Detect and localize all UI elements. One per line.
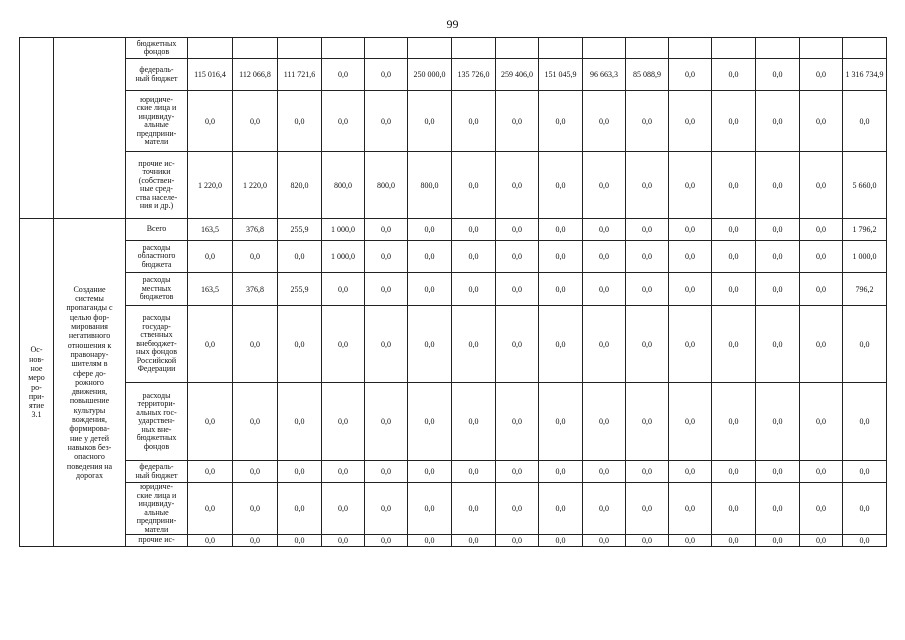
value-cell: 0,0 <box>188 461 233 483</box>
table-row <box>20 535 887 547</box>
value-cell <box>626 38 669 59</box>
funding-source-line: прочие ис- <box>138 535 175 545</box>
value-cell: 0,0 <box>583 273 626 306</box>
funding-source-line: ные сред- <box>140 184 173 193</box>
value-cell <box>669 38 712 59</box>
measure-label-line: ро- <box>31 382 42 392</box>
value-cell: 0,0 <box>278 461 322 483</box>
funding-source-line: бюджетных <box>136 38 177 48</box>
value-cell: 0,0 <box>322 306 365 383</box>
value-cell: 0,0 <box>408 273 452 306</box>
funding-source-line: Федерации <box>137 364 176 374</box>
value-cell: 0,0 <box>712 91 756 152</box>
funding-source-line: матели <box>144 524 169 534</box>
table-row <box>20 38 887 59</box>
value-cell: 800,0 <box>408 152 452 219</box>
value-cell: 0,0 <box>626 383 669 461</box>
measure-label-cell <box>20 38 54 219</box>
funding-source-cell <box>126 535 188 547</box>
value-cell: 0,0 <box>626 152 669 219</box>
value-cell: 0,0 <box>800 59 843 91</box>
value-cell: 0,0 <box>408 306 452 383</box>
value-cell: 85 088,9 <box>626 59 669 91</box>
value-cell: 0,0 <box>539 152 583 219</box>
value-cell: 0,0 <box>539 306 583 383</box>
value-cell: 0,0 <box>365 535 408 547</box>
value-cell: 0,0 <box>843 383 887 461</box>
value-cell: 0,0 <box>322 273 365 306</box>
value-cell: 0,0 <box>188 241 233 273</box>
value-cell: 0,0 <box>583 91 626 152</box>
value-cell: 0,0 <box>365 59 408 91</box>
funding-source-line: точники <box>142 167 171 176</box>
value-cell: 0,0 <box>712 59 756 91</box>
value-cell: 0,0 <box>669 483 712 535</box>
value-cell: 0,0 <box>322 483 365 535</box>
measure-description-line: отношения к <box>67 340 112 350</box>
value-cell: 0,0 <box>233 535 278 547</box>
measure-description-line: мирования <box>71 322 108 332</box>
value-cell: 0,0 <box>408 383 452 461</box>
funding-source-line: альных гос- <box>136 407 177 417</box>
funding-source-line: расходы <box>142 242 171 252</box>
value-cell: 0,0 <box>843 306 887 383</box>
value-cell: 1 220,0 <box>233 152 278 219</box>
value-cell: 111 721,6 <box>278 59 322 91</box>
value-cell: 0,0 <box>712 241 756 273</box>
measure-description-line: сфере до- <box>73 368 106 378</box>
value-cell: 135 726,0 <box>452 59 496 91</box>
funding-source-cell <box>126 219 188 241</box>
value-cell: 800,0 <box>322 152 365 219</box>
value-cell: 0,0 <box>365 91 408 152</box>
value-cell: 0,0 <box>843 461 887 483</box>
funding-source-line: ские лица и <box>136 490 177 500</box>
measure-description-line: негативного <box>68 331 111 341</box>
measure-description-line: навыков без- <box>67 442 112 452</box>
value-cell: 1 000,0 <box>843 241 887 273</box>
value-cell: 376,8 <box>233 273 278 306</box>
value-cell: 0,0 <box>322 535 365 547</box>
funding-source-cell <box>126 306 188 383</box>
value-cell: 0,0 <box>233 306 278 383</box>
value-cell: 0,0 <box>712 535 756 547</box>
funding-source-line: ных вне- <box>141 424 172 434</box>
value-cell: 0,0 <box>583 306 626 383</box>
measure-description-line: правонару- <box>70 349 109 359</box>
value-cell: 0,0 <box>278 91 322 152</box>
value-cell: 0,0 <box>365 273 408 306</box>
measure-description-line: рожного <box>75 377 104 387</box>
value-cell: 0,0 <box>496 306 539 383</box>
funding-source-line: индивиду- <box>138 111 175 121</box>
measure-description-line: повышение <box>69 396 110 406</box>
measure-description-line: культуры <box>73 405 106 415</box>
value-cell: 0,0 <box>583 152 626 219</box>
value-cell: 0,0 <box>452 91 496 152</box>
measure-description-line: движения, <box>71 387 108 397</box>
funding-source-cell <box>126 483 188 535</box>
funding-source-line: предприни- <box>136 128 177 138</box>
funding-source-cell <box>126 91 188 152</box>
value-cell: 0,0 <box>408 241 452 273</box>
value-cell: 0,0 <box>452 383 496 461</box>
value-cell: 0,0 <box>496 461 539 483</box>
value-cell: 0,0 <box>408 461 452 483</box>
value-cell: 0,0 <box>669 383 712 461</box>
funding-source-line: ный бюджет <box>135 73 178 83</box>
value-cell: 0,0 <box>626 483 669 535</box>
value-cell: 0,0 <box>712 152 756 219</box>
value-cell: 0,0 <box>669 535 712 547</box>
value-cell: 0,0 <box>496 91 539 152</box>
value-cell: 0,0 <box>278 241 322 273</box>
table-row <box>20 306 887 383</box>
funding-source-line: юридиче- <box>140 482 173 491</box>
measure-label-line: ное <box>30 363 43 373</box>
funding-source-cell <box>126 152 188 219</box>
funding-source-line: бюджета <box>141 259 172 269</box>
funding-source-line: местных <box>141 283 172 293</box>
value-cell: 1 796,2 <box>843 219 887 241</box>
value-cell: 0,0 <box>669 219 712 241</box>
measure-label-line: при- <box>28 391 45 401</box>
value-cell: 0,0 <box>756 241 800 273</box>
value-cell: 0,0 <box>365 383 408 461</box>
funding-source-cell <box>126 38 188 59</box>
value-cell: 0,0 <box>539 383 583 461</box>
value-cell: 0,0 <box>800 306 843 383</box>
budget-table-body <box>20 38 887 547</box>
value-cell: 0,0 <box>188 306 233 383</box>
funding-source-line: ный бюджет <box>135 470 178 480</box>
value-cell: 0,0 <box>800 152 843 219</box>
funding-source-line: внебюджет- <box>136 338 177 348</box>
funding-source-line: расходы <box>142 390 171 400</box>
value-cell: 0,0 <box>233 383 278 461</box>
funding-source-line: ства населе- <box>135 192 178 202</box>
table-row <box>20 483 887 535</box>
value-cell: 0,0 <box>408 483 452 535</box>
value-cell <box>712 38 756 59</box>
value-cell: 0,0 <box>496 535 539 547</box>
value-cell: 0,0 <box>756 219 800 241</box>
value-cell <box>452 38 496 59</box>
value-cell: 0,0 <box>233 461 278 483</box>
value-cell: 0,0 <box>452 306 496 383</box>
value-cell: 0,0 <box>365 483 408 535</box>
value-cell: 0,0 <box>452 152 496 219</box>
value-cell <box>322 38 365 59</box>
value-cell: 0,0 <box>233 91 278 152</box>
funding-source-line: альные <box>144 120 169 129</box>
table-row <box>20 219 887 241</box>
value-cell: 0,0 <box>322 461 365 483</box>
value-cell: 0,0 <box>800 91 843 152</box>
measure-description-line: целью фор- <box>69 312 110 322</box>
value-cell: 1 316 734,9 <box>843 59 887 91</box>
funding-source-line: фондов <box>143 47 170 56</box>
value-cell: 0,0 <box>843 483 887 535</box>
value-cell: 800,0 <box>365 152 408 219</box>
value-cell: 0,0 <box>800 535 843 547</box>
value-cell: 0,0 <box>322 59 365 91</box>
measure-description-line: пропаганды с <box>66 303 113 313</box>
measure-description-cell <box>54 219 126 547</box>
value-cell: 0,0 <box>626 461 669 483</box>
funding-source-line: индивиду- <box>138 499 175 508</box>
funding-source-line: расходы <box>142 313 171 323</box>
value-cell: 0,0 <box>583 461 626 483</box>
value-cell: 0,0 <box>669 273 712 306</box>
funding-source-line: прочие ис- <box>138 158 175 168</box>
value-cell: 0,0 <box>843 91 887 152</box>
table-row <box>20 383 887 461</box>
value-cell: 0,0 <box>539 241 583 273</box>
value-cell: 0,0 <box>843 535 887 547</box>
value-cell: 0,0 <box>800 483 843 535</box>
value-cell: 0,0 <box>626 535 669 547</box>
funding-source-cell <box>126 383 188 461</box>
value-cell: 0,0 <box>452 241 496 273</box>
funding-source-line: ния и др.) <box>139 201 174 210</box>
measure-description-line: поведения на <box>66 461 113 471</box>
value-cell: 0,0 <box>756 152 800 219</box>
value-cell: 0,0 <box>496 152 539 219</box>
table-row <box>20 59 887 91</box>
value-cell: 0,0 <box>669 241 712 273</box>
value-cell: 0,0 <box>278 306 322 383</box>
value-cell: 0,0 <box>669 306 712 383</box>
funding-source-line: ударствен- <box>138 416 175 426</box>
funding-source-line: федераль- <box>139 462 174 471</box>
value-cell: 0,0 <box>539 461 583 483</box>
value-cell: 0,0 <box>496 241 539 273</box>
measure-description-line: шителям в <box>71 359 108 369</box>
funding-source-line: ных фондов <box>136 347 177 357</box>
value-cell: 0,0 <box>583 241 626 273</box>
value-cell: 0,0 <box>583 535 626 547</box>
funding-source-line: Всего <box>146 224 167 234</box>
table-row <box>20 241 887 273</box>
value-cell: 0,0 <box>756 59 800 91</box>
value-cell: 96 663,3 <box>583 59 626 91</box>
value-cell: 259 406,0 <box>496 59 539 91</box>
value-cell: 0,0 <box>583 219 626 241</box>
value-cell: 163,5 <box>188 273 233 306</box>
funding-source-line: бюджетов <box>139 292 174 302</box>
value-cell <box>843 38 887 59</box>
value-cell: 0,0 <box>669 152 712 219</box>
measure-description-line: системы <box>75 294 104 304</box>
value-cell: 0,0 <box>408 535 452 547</box>
value-cell: 1 000,0 <box>322 219 365 241</box>
value-cell: 0,0 <box>188 483 233 535</box>
value-cell: 0,0 <box>669 59 712 91</box>
value-cell <box>539 38 583 59</box>
funding-source-line: ственных <box>140 330 173 340</box>
value-cell: 0,0 <box>712 483 756 535</box>
value-cell <box>583 38 626 59</box>
value-cell: 820,0 <box>278 152 322 219</box>
value-cell: 115 016,4 <box>188 59 233 91</box>
value-cell: 0,0 <box>626 219 669 241</box>
value-cell: 112 066,8 <box>233 59 278 91</box>
measure-description-line: дорогах <box>76 470 103 480</box>
measure-label-line: нов- <box>29 354 44 364</box>
value-cell: 0,0 <box>539 535 583 547</box>
value-cell: 255,9 <box>278 219 322 241</box>
value-cell: 0,0 <box>626 241 669 273</box>
value-cell: 0,0 <box>583 383 626 461</box>
funding-source-line: фондов <box>143 441 170 451</box>
value-cell <box>800 38 843 59</box>
funding-source-cell <box>126 461 188 483</box>
value-cell: 0,0 <box>539 219 583 241</box>
value-cell: 0,0 <box>452 273 496 306</box>
funding-source-line: альные <box>144 507 169 517</box>
value-cell <box>365 38 408 59</box>
value-cell: 0,0 <box>800 241 843 273</box>
value-cell: 0,0 <box>626 306 669 383</box>
value-cell: 5 660,0 <box>843 152 887 219</box>
value-cell: 0,0 <box>496 383 539 461</box>
value-cell: 0,0 <box>408 219 452 241</box>
page-number: 99 <box>446 17 459 31</box>
funding-source-line: Российской <box>136 355 177 365</box>
funding-source-line: государ- <box>142 321 171 331</box>
value-cell: 1 220,0 <box>188 152 233 219</box>
value-cell: 0,0 <box>756 306 800 383</box>
value-cell: 0,0 <box>322 91 365 152</box>
value-cell: 0,0 <box>188 535 233 547</box>
measure-description-line: ние у детей <box>69 433 110 443</box>
value-cell: 0,0 <box>233 483 278 535</box>
value-cell: 0,0 <box>233 241 278 273</box>
value-cell: 0,0 <box>669 91 712 152</box>
value-cell: 0,0 <box>800 273 843 306</box>
funding-source-line: областного <box>137 251 176 261</box>
value-cell <box>756 38 800 59</box>
value-cell: 0,0 <box>800 461 843 483</box>
value-cell: 0,0 <box>756 91 800 152</box>
measure-description-cell <box>54 38 126 219</box>
funding-source-line: расходы <box>142 275 171 285</box>
value-cell: 0,0 <box>712 461 756 483</box>
value-cell: 0,0 <box>712 306 756 383</box>
value-cell: 0,0 <box>452 461 496 483</box>
value-cell: 0,0 <box>188 383 233 461</box>
value-cell: 0,0 <box>365 461 408 483</box>
value-cell: 0,0 <box>756 535 800 547</box>
measure-description-line: Создание <box>73 284 106 294</box>
funding-source-cell <box>126 241 188 273</box>
value-cell: 0,0 <box>539 483 583 535</box>
table-row <box>20 461 887 483</box>
value-cell: 255,9 <box>278 273 322 306</box>
value-cell: 796,2 <box>843 273 887 306</box>
value-cell: 151 045,9 <box>539 59 583 91</box>
funding-source-line: бюджетных <box>136 433 177 443</box>
funding-source-cell <box>126 59 188 91</box>
funding-source-line: территори- <box>137 399 176 409</box>
value-cell: 0,0 <box>408 91 452 152</box>
value-cell: 0,0 <box>800 219 843 241</box>
table-row <box>20 152 887 219</box>
measure-description-line: формирова- <box>69 424 110 434</box>
value-cell: 376,8 <box>233 219 278 241</box>
value-cell <box>188 38 233 59</box>
value-cell <box>408 38 452 59</box>
value-cell: 0,0 <box>496 483 539 535</box>
value-cell: 0,0 <box>322 383 365 461</box>
value-cell: 0,0 <box>669 461 712 483</box>
value-cell: 163,5 <box>188 219 233 241</box>
value-cell <box>278 38 322 59</box>
measure-label-cell <box>20 219 54 547</box>
measure-label-line: Ос- <box>30 345 43 355</box>
value-cell: 0,0 <box>712 273 756 306</box>
value-cell: 0,0 <box>278 483 322 535</box>
value-cell: 0,0 <box>583 483 626 535</box>
table-row <box>20 273 887 306</box>
measure-label-line: ятие <box>28 401 44 411</box>
value-cell: 0,0 <box>756 483 800 535</box>
value-cell: 250 000,0 <box>408 59 452 91</box>
value-cell: 0,0 <box>188 91 233 152</box>
measure-description-line: вождения, <box>72 415 107 425</box>
value-cell: 0,0 <box>452 535 496 547</box>
value-cell: 0,0 <box>756 461 800 483</box>
value-cell: 1 000,0 <box>322 241 365 273</box>
table-row <box>20 91 887 152</box>
value-cell: 0,0 <box>365 306 408 383</box>
value-cell: 0,0 <box>278 535 322 547</box>
value-cell: 0,0 <box>712 383 756 461</box>
value-cell: 0,0 <box>496 273 539 306</box>
funding-source-line: юридиче- <box>140 94 173 104</box>
measure-description-line: опасного <box>74 452 105 462</box>
funding-source-line: ские лица и <box>136 103 177 112</box>
value-cell: 0,0 <box>278 383 322 461</box>
funding-source-line: матели <box>144 137 169 146</box>
value-cell: 0,0 <box>756 273 800 306</box>
funding-source-line: предприни- <box>136 516 177 525</box>
value-cell: 0,0 <box>496 219 539 241</box>
value-cell: 0,0 <box>452 483 496 535</box>
value-cell: 0,0 <box>539 91 583 152</box>
measure-label-line: 3.1 <box>31 410 42 420</box>
funding-source-line: (собствен- <box>138 175 175 185</box>
value-cell: 0,0 <box>452 219 496 241</box>
funding-source-cell <box>126 273 188 306</box>
value-cell: 0,0 <box>365 219 408 241</box>
value-cell: 0,0 <box>712 219 756 241</box>
value-cell: 0,0 <box>626 273 669 306</box>
value-cell: 0,0 <box>756 383 800 461</box>
value-cell: 0,0 <box>800 383 843 461</box>
funding-source-line: федераль- <box>139 65 174 74</box>
value-cell: 0,0 <box>626 91 669 152</box>
measure-label-line: меро <box>28 373 45 383</box>
value-cell <box>496 38 539 59</box>
value-cell <box>233 38 278 59</box>
value-cell: 0,0 <box>539 273 583 306</box>
budget-table <box>19 37 887 547</box>
value-cell: 0,0 <box>365 241 408 273</box>
